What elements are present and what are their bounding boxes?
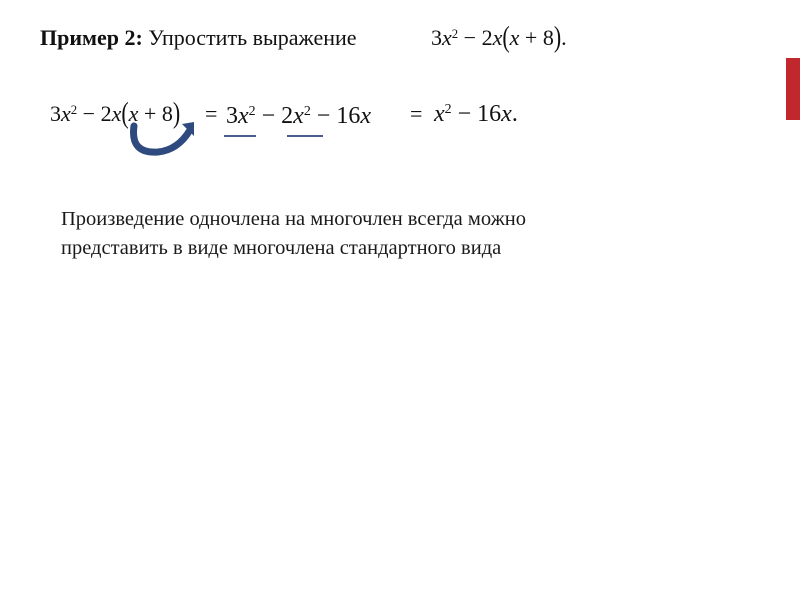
minus-sign: − xyxy=(463,25,477,50)
period: . xyxy=(511,101,518,127)
variable: x xyxy=(128,101,139,126)
number: 8 xyxy=(161,101,173,126)
rule-paragraph xyxy=(61,205,741,263)
title-expression xyxy=(431,19,567,54)
variable: x xyxy=(293,103,304,129)
equals-sign: = xyxy=(205,101,218,126)
variable: x xyxy=(492,25,503,50)
exponent: 2 xyxy=(70,102,78,117)
example-label: Пример 2: xyxy=(40,25,143,50)
coef: 3 xyxy=(431,25,442,50)
minus-sign: − xyxy=(261,103,276,129)
exponent: 2 xyxy=(303,104,311,120)
coef: 3 xyxy=(226,103,238,129)
coef: 2 xyxy=(481,25,493,50)
variable: x xyxy=(501,101,512,127)
exponent: 2 xyxy=(248,104,256,120)
number: 8 xyxy=(542,25,554,50)
distribution-arrow-icon xyxy=(124,120,204,162)
coef: 16 xyxy=(477,101,502,127)
plus-sign: + xyxy=(143,101,157,126)
minus-sign: − xyxy=(82,101,96,126)
left-paren: ( xyxy=(121,95,129,130)
minus-sign: − xyxy=(316,103,331,129)
period: . xyxy=(561,25,567,50)
coef: 2 xyxy=(100,101,112,126)
coef: 3 xyxy=(50,101,61,126)
plus-sign: + xyxy=(524,25,538,50)
coef: 16 xyxy=(336,103,361,129)
like-term-underline xyxy=(287,135,323,137)
right-paren: ) xyxy=(172,95,181,130)
minus-sign: − xyxy=(457,101,472,127)
like-term-underline xyxy=(224,135,256,137)
right-paren: ) xyxy=(553,19,562,54)
solution-middle xyxy=(226,100,371,132)
variable: x xyxy=(509,25,520,50)
variable: x xyxy=(434,101,445,127)
equals-sign: = xyxy=(410,101,423,126)
example-title xyxy=(40,22,357,54)
solution-result xyxy=(434,98,518,130)
arrow-curve xyxy=(134,126,191,152)
variable: x xyxy=(111,101,122,126)
paragraph-line: Произведение одночлена на многочлен всегда можно xyxy=(61,208,526,230)
variable: x xyxy=(442,25,452,50)
left-paren: ( xyxy=(502,19,510,54)
coef: 2 xyxy=(281,103,294,129)
example-instruction: Упростить выражение xyxy=(148,25,357,50)
accent-bar xyxy=(786,58,800,120)
variable: x xyxy=(360,103,371,129)
paragraph-line: представить в виде многочлена стандартного вида xyxy=(61,237,502,259)
exponent: 2 xyxy=(444,102,452,118)
exponent: 2 xyxy=(451,26,459,41)
variable: x xyxy=(238,103,249,129)
variable: x xyxy=(61,101,71,126)
